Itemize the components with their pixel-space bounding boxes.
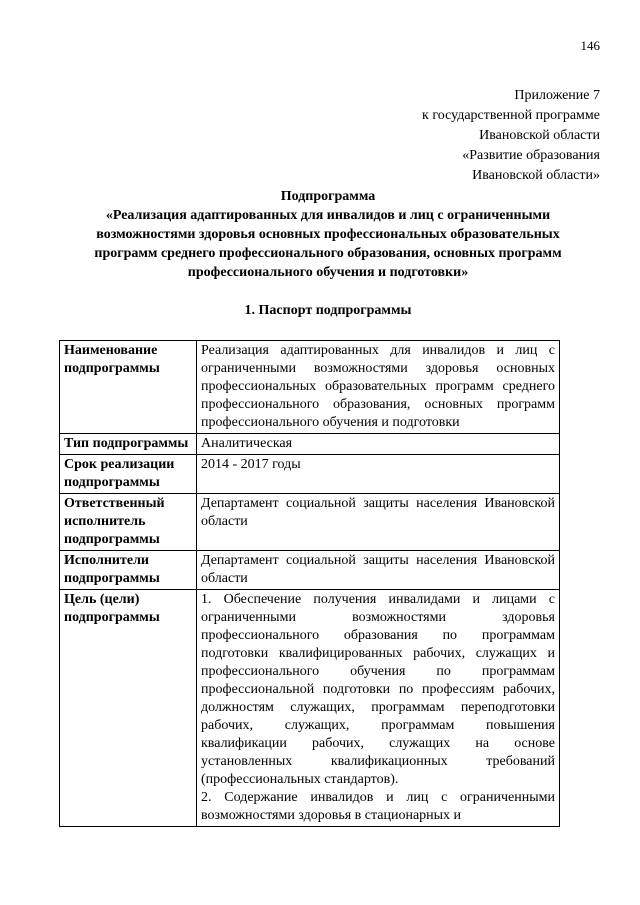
title-line: профессионального обучения и подготовки» (187, 265, 469, 280)
title-line: «Реализация адаптированных для инвалидов и лиц с ограниченными (105, 208, 551, 223)
appendix-line: Ивановской области» (472, 168, 600, 183)
table-row (60, 590, 560, 827)
row-label: Исполнители подпрограммы (60, 551, 197, 590)
row-value: Аналитическая (197, 434, 560, 455)
row-label: Тип подпрограммы (60, 434, 197, 455)
title-line: программ среднего профессионального образования, основных программ (94, 246, 562, 261)
table-row (60, 551, 560, 590)
row-value: Департамент социальной защиты населения Ивановской области (197, 494, 560, 551)
title-heading: Подпрограмма (280, 189, 376, 204)
section-heading: 1. Паспорт подпрограммы (244, 303, 412, 318)
passport-table (59, 340, 560, 827)
row-label: Наименование подпрограммы (60, 341, 197, 434)
appendix-reference (300, 86, 600, 186)
row-label: Ответственный исполнитель подпрограммы (60, 494, 197, 551)
row-value: Департамент социальной защиты населения Ивановской области (197, 551, 560, 590)
row-label: Срок реализации подпрограммы (60, 455, 197, 494)
appendix-line: Ивановской области (479, 128, 600, 143)
row-value: Реализация адаптированных для инвалидов и лиц с ограниченными возможностями здоровья основных профессиональных образовательных программ среднего профессионального образования, основных программ профессионального обучения и подготовки (197, 341, 560, 434)
page-number: 146 (580, 38, 600, 53)
row-value: 2014 - 2017 годы (197, 455, 560, 494)
row-label: Цель (цели) подпрограммы (60, 590, 197, 827)
table-row (60, 341, 560, 434)
table-row (60, 434, 560, 455)
appendix-line: к государственной программе (422, 108, 600, 123)
appendix-line: Приложение 7 (514, 88, 600, 103)
row-value (197, 590, 560, 827)
subprogram-title (60, 187, 596, 282)
title-line: возможностями здоровья основных профессиональных образовательных (96, 227, 560, 242)
goal-item: 1. Обеспечение получения инвалидами и лицами с ограниченными возможностями здоровья профессионального образования по программам подготовки квалифицированных рабочих, служащих и профессионального обучения по программам профессиональной подготовки по профессиям рабочих, должностям служащих, программам переподготовки рабочих, служащих, программам повышения квалификации рабочих, служащих на основе установленных квалификационных требований (профессиональных стандартов). (201, 592, 555, 787)
goal-item: 2. Содержание инвалидов и лиц с ограниченными возможностями здоровья в стационарных и (201, 790, 555, 823)
table-row (60, 494, 560, 551)
appendix-line: «Развитие образования (462, 148, 600, 163)
table-row (60, 455, 560, 494)
